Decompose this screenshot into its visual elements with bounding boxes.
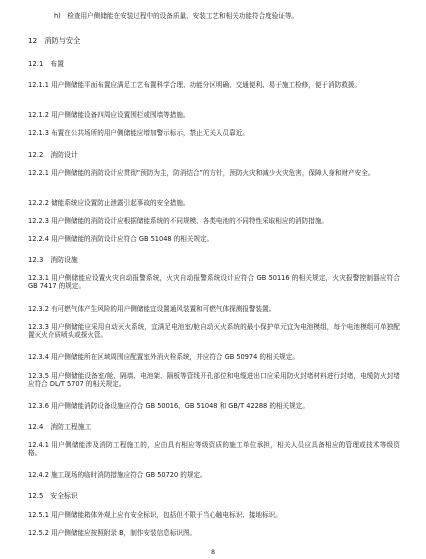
paragraph-12-2-4: 12.2.4 用户侧储能的消防设计应符合 GB 51048 的相关规定。	[28, 235, 214, 243]
paragraph-12-1-3: 12.1.3 布置在公共场所的用户侧储能应增加警示标示，禁止无关人员靠近。	[28, 129, 249, 137]
list-item-h: h) 检查用户侧储能在安装过程中的设备质量、安装工艺和相关功能符合度验证等。	[54, 12, 299, 20]
paragraph-12-3-1: 12.3.1 用户侧储能应设置火灾自动报警系统，火灾自动报警系统设计应符合 GB 50116 的相关规定，火灾报警控制器应符合 GB 7417 的规定。	[28, 274, 400, 291]
section-heading-12: 12 消防与安全	[28, 36, 81, 45]
paragraph-12-5-1: 12.5.1 用户侧储能箱体外观上应有安全标识，包括但不限于当心触电标识、接地标识。	[28, 511, 282, 519]
page-number: 8	[211, 549, 215, 556]
section-heading-12-1: 12.1 布置	[28, 60, 65, 68]
section-heading-12-3: 12.3 消防设施	[28, 256, 78, 264]
paragraph-12-3-5: 12.3.5 用户侧储能设备室/舱、隔墙、电池架、隔板等管线开孔部位和电缆进出口应采用防火封堵材料进行封堵，电缆防火封堵应符合 DL/T 5707 的相关规定。	[28, 372, 400, 389]
section-heading-12-5: 12.5 安全标识	[28, 492, 78, 500]
section-heading-12-4: 12.4 消防工程施工	[28, 423, 92, 431]
paragraph-12-5-2: 12.5.2 用户侧储能应按照附录 B，制作安装信息标识图。	[28, 529, 197, 537]
paragraph-12-3-4: 12.3.4 用户侧储能所在区域周围应配置室外消火栓系统，并应符合 GB 50974 的相关规定。	[28, 353, 299, 361]
paragraph-12-3-2: 12.3.2 有可燃气体产生风险的用户侧储能宜设置通风装置和可燃气体探测报警装置。	[28, 305, 276, 313]
paragraph-12-2-2: 12.2.2 储能系统应设置防止泄露引起事故的安全措施。	[28, 199, 190, 207]
paragraph-12-1-1: 12.1.1 用户侧储能平面布置应满足工艺布置科学合理、功能分区明确、交通便利、易于施工检修，便于消防救援。	[28, 81, 361, 89]
paragraph-12-3-3: 12.3.3 用户侧储能应采用自动灭火系统，宜满足电池室/舱自动灭火系统的最小保护单元宜为电池模组，每个电池模组可单独配置灭火介质喷头或探火管。	[28, 323, 400, 340]
paragraph-12-4-1: 12.4.1 用户侧储能涉及消防工程施工的，应由具有相应等级资质的施工单位承担，相关人员应具备相应的管理或技术等级资格。	[28, 441, 400, 458]
section-heading-12-2: 12.2 消防设计	[28, 151, 78, 159]
paragraph-12-3-6: 12.3.6 用户侧储能消防设备设施应符合 GB 50016、GB 51048 和 GB/T 42288 的相关规定。	[28, 402, 309, 410]
paragraph-12-2-1: 12.2.1 用户侧储能的消防设计应贯彻“预防为主，防消结合”的方针，预防火灾和减少火灾危害，保障人身和财产安全。	[28, 169, 375, 177]
paragraph-12-4-2: 12.4.2 施工现场的临时消防措施应符合 GB 50720 的规定。	[28, 471, 207, 479]
paragraph-12-2-3: 12.2.3 用户侧储能的消防设计应根据储能系统的不同规模、各类电池的不同特性采取相应的消防措施。	[28, 217, 329, 225]
paragraph-12-1-2: 12.1.2 用户侧储能设备四周应设置围栏或围墙等措施。	[28, 111, 190, 119]
